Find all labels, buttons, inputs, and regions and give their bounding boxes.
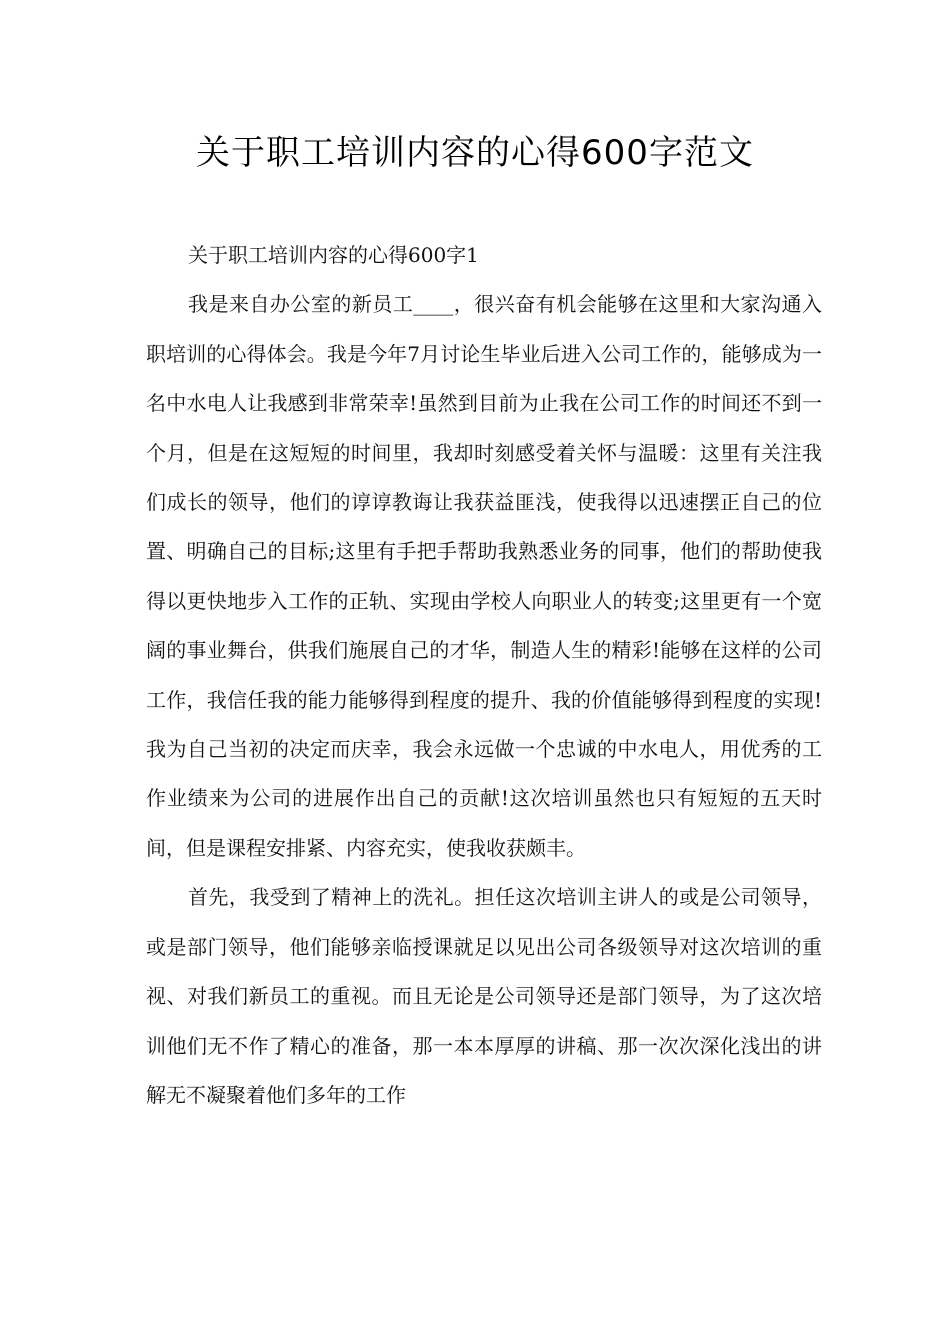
section-heading: 关于职工培训内容的心得600字1 [188,243,479,267]
document-body [146,231,822,1120]
document-title: 关于职工培训内容的心得600字范文 [196,133,754,173]
body-paragraph: 首先，我受到了精神上的洗礼。担任这次培训主讲人的或是公司领导，或是部门领导，他们能够亲临授课就足以见出公司各级领导对这次培训的重视、对我们新员工的重视。而且无论是公司领导还是部门领导，为了这次培训他们无不作了精心的准备，那一本本厚厚的讲稿、那一次次深化浅出的讲解无不凝聚着他们多年的工作 [146,885,822,1107]
body-paragraph: 我是来自办公室的新员工____，很兴奋有机会能够在这里和大家沟通入职培训的心得体会。我是今年7月讨论生毕业后进入公司工作的，能够成为一名中水电人让我感到非常荣幸!虽然到目前为止我在公司工作的时间还不到一个月，但是在这短短的时间里，我却时刻感受着关怀与温暖：这里有关注我们成长的领导，他们的谆谆教诲让我获益匪浅，使我得以迅速摆正自己的位置、明确自己的目标;这里有手把手帮助我熟悉业务的同事，他们的帮助使我得以更快地步入工作的正轨、实现由学校人向职业人的转变;这里更有一个宽阔的事业舞台，供我们施展自己的才华，制造人生的精彩!能够在这样的公司工作，我信任我的能力能够得到程度的提升、我的价值能够得到程度的实现!我为自己当初的决定而庆幸，我会永远做一个忠诚的中水电人，用优秀的工作业绩来为公司的进展作出自己的贡献!这次培训虽然也只有短短的五天时间，但是课程安排紧、内容充实，使我收获颇丰。 [146,292,822,860]
